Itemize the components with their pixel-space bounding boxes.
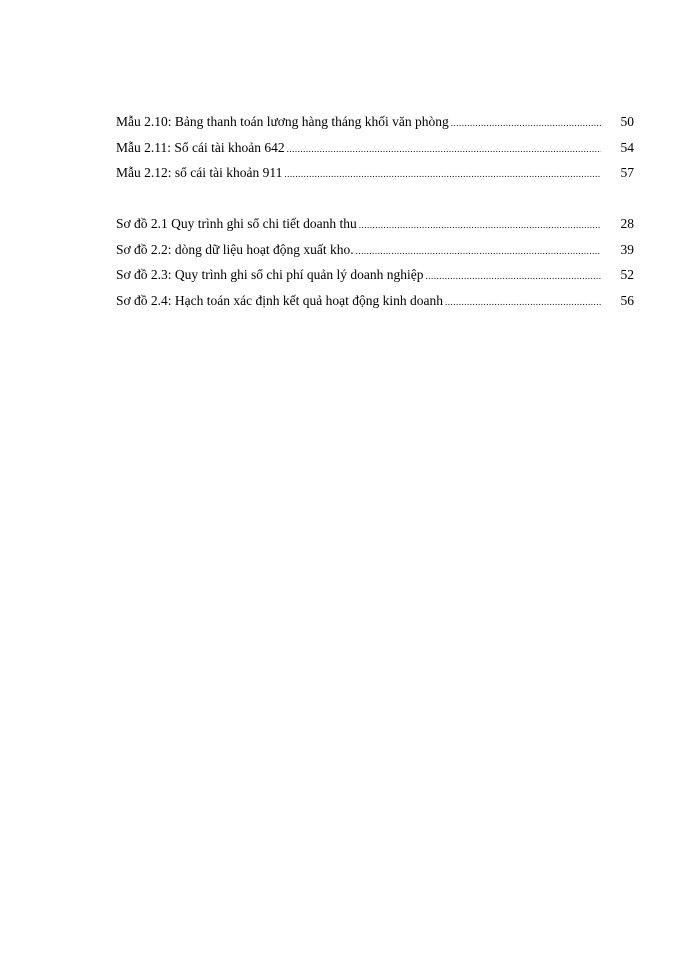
- dot-leader: [426, 266, 602, 286]
- toc-entry-title: Mẫu 2.11: Sổ cái tài khoản 642: [116, 139, 285, 155]
- toc-entry-sample-2-12[interactable]: [116, 163, 634, 189]
- toc-entry-title: Sơ đồ 2.2: dòng dữ liệu hoạt động xuất kho.: [116, 241, 354, 257]
- dot-leader: [284, 164, 601, 184]
- toc-entry-sample-2-11[interactable]: [116, 138, 634, 164]
- toc-entry-diagram-2-3[interactable]: [116, 265, 634, 291]
- toc-entry-title: Sơ đồ 2.1 Quy trình ghi sổ chi tiết doanh thu: [116, 216, 357, 231]
- toc-entry-title: Sơ đồ 2.3: Quy trình ghi sổ chi phí quản lý doanh nghiệp: [116, 267, 424, 282]
- dot-leader: [451, 113, 601, 133]
- toc-entry-page-number: 28: [620, 216, 634, 231]
- toc-entry-page-number: 50: [620, 114, 634, 129]
- dot-leader: [356, 241, 601, 261]
- toc-diagrams-list: [116, 214, 634, 316]
- toc-entry-page-number: 52: [620, 267, 634, 282]
- toc-entry-page-number: 54: [620, 139, 634, 155]
- toc-entry-title: Mẫu 2.10: Bảng thanh toán lương hàng tháng khối văn phòng: [116, 114, 449, 129]
- dot-leader: [445, 292, 601, 312]
- toc-entry-diagram-2-1[interactable]: [116, 214, 634, 240]
- toc-entry-page-number: 56: [620, 292, 634, 308]
- toc-entry-diagram-2-4[interactable]: [116, 291, 634, 317]
- toc-entry-sample-2-10[interactable]: [116, 112, 634, 138]
- toc-entry-page-number: 39: [620, 241, 634, 257]
- dot-leader: [359, 215, 601, 235]
- toc-samples-list: [116, 112, 634, 189]
- toc-entry-page-number: 57: [620, 165, 634, 180]
- toc-entry-diagram-2-2[interactable]: [116, 240, 634, 266]
- toc-entry-title: Sơ đồ 2.4: Hạch toán xác định kết quả hoạt động kinh doanh: [116, 292, 443, 308]
- dot-leader: [287, 139, 601, 159]
- toc-entry-title: Mẫu 2.12: sổ cái tài khoản 911: [116, 165, 283, 180]
